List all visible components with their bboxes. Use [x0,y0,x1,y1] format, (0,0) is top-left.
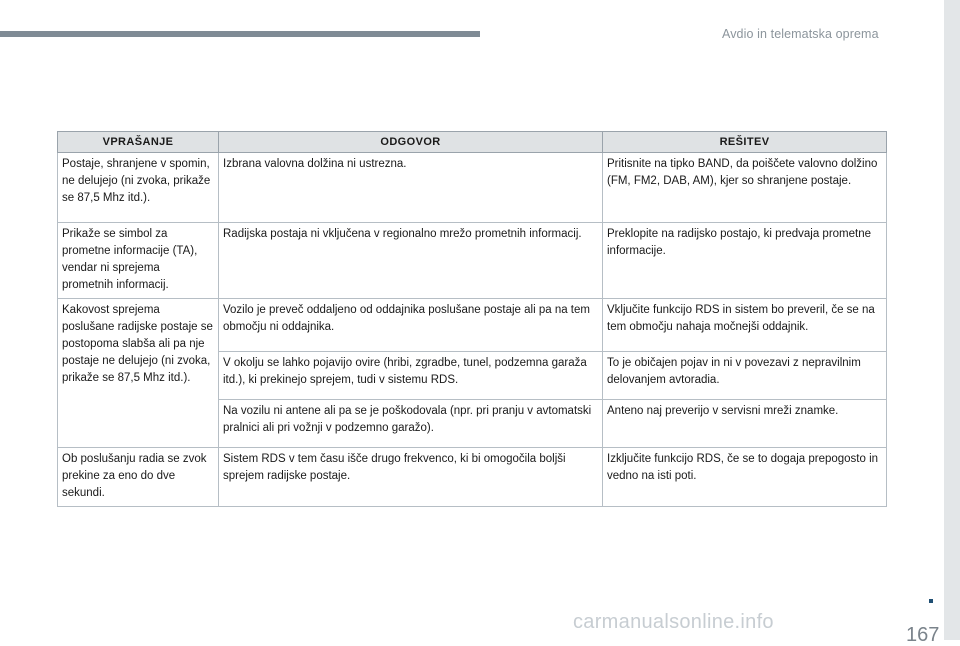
page-edge-strip [944,0,960,640]
solution-cell: Vključite funkcijo RDS in sistem bo preveril, če se na tem območju nahaja močnejši oddajnik. [603,299,887,352]
watermark: carmanualsonline.info [573,611,774,633]
column-header-solution: REŠITEV [603,132,887,153]
page-marker [929,599,933,603]
answer-cell: Na vozilu ni antene ali pa se je poškodovala (npr. pri pranju v avtomatski pralnici ali pri vožnji v podzemno garažo). [219,400,603,448]
question-cell: Ob poslušanju radia se zvok prekine za eno do dve sekundi. [58,448,219,507]
answer-cell: Sistem RDS v tem času išče drugo frekvenco, ki bi omogočila boljši sprejem radijske postaje. [219,448,603,507]
table-header-row [58,132,887,153]
solution-cell: To je običajen pojav in ni v povezavi z nepravilnim delovanjem avtoradia. [603,352,887,400]
answer-cell: Radijska postaja ni vključena v regionalno mrežo prometnih informacij. [219,223,603,299]
answer-cell: Vozilo je preveč oddaljeno od oddajnika poslušane postaje ali pa na tem območju ni oddajnika. [219,299,603,352]
table-row [58,448,887,507]
question-cell: Prikaže se simbol za prometne informacije (TA), vendar ni sprejema prometnih informacij. [58,223,219,299]
answer-cell: V okolju se lahko pojavijo ovire (hribi, zgradbe, tunel, podzemna garaža itd.), ki prekinejo sprejem, tudi v sistemu RDS. [219,352,603,400]
table-row [58,299,887,352]
solution-cell: Preklopite na radijsko postajo, ki predvaja prometne informacije. [603,223,887,299]
solution-cell: Pritisnite na tipko BAND, da poiščete valovno dolžino (FM, FM2, DAB, AM), kjer so shranjene postaje. [603,153,887,223]
table-row [58,223,887,299]
column-header-answer: ODGOVOR [219,132,603,153]
column-header-question: VPRAŠANJE [58,132,219,153]
header-rule [0,31,480,37]
question-cell: Kakovost sprejema poslušane radijske postaje se postopoma slabša ali pa nje postaje ne delujejo (ni zvoka, prikaže se 87,5 Mhz itd.). [58,299,219,448]
solution-cell: Izklj​učite funkcijo RDS, če se to dogaja prepogosto in vedno na isti poti. [603,448,887,507]
table-row [58,153,887,223]
question-cell: Postaje, shranjene v spomin, ne delujejo (ni zvoka, prikaže se 87,5 Mhz itd.). [58,153,219,223]
answer-cell: Izbrana valovna dolžina ni ustrezna. [219,153,603,223]
page-number: 167 [906,624,940,646]
faq-table [57,131,887,507]
section-title: Avdio in telematska oprema [722,27,879,41]
solution-cell: Anteno naj preverijo v servisni mreži znamke. [603,400,887,448]
